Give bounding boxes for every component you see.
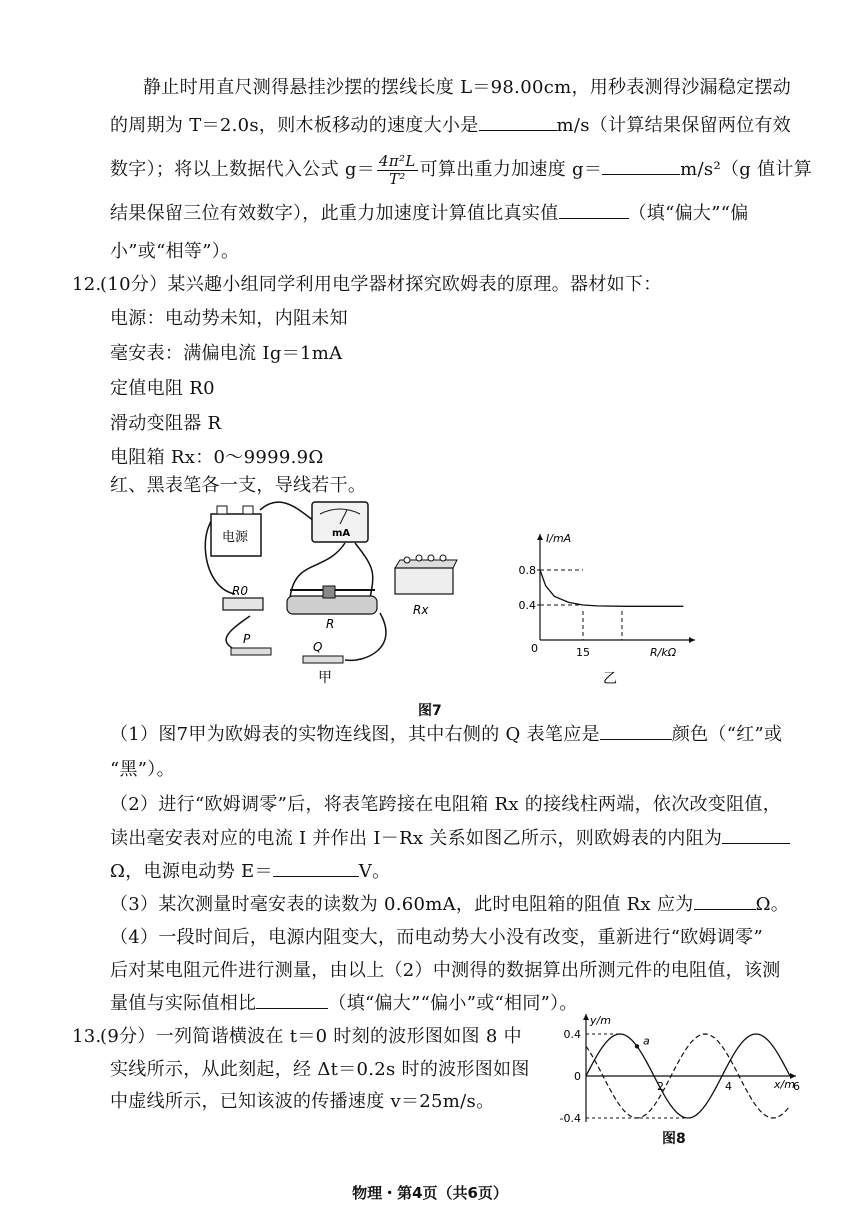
answer-blank-color[interactable] <box>600 723 672 740</box>
q12-part-2a: （2）进行“欧姆调零”后，将表笔跨接在电阻箱 Rx 的接线柱两端，依次改变阻值， <box>110 794 781 815</box>
x-tick-label: 2 <box>657 1080 664 1093</box>
q12-part-1a: （1）图7甲为欧姆表的实物连线图，其中右侧的 Q 表笔应是 <box>110 724 600 745</box>
formula-fraction <box>377 153 418 188</box>
q11-line-1: 静止时用直尺测得悬挂沙摆的摆线长度 L＝98.00cm，用秒表测得沙漏稳定摆动 <box>143 77 792 98</box>
rheostat-slider <box>323 586 335 598</box>
resistance-box <box>395 568 453 594</box>
q12-item-4: 滑动变阻器 R <box>110 413 222 434</box>
x-tick-label: 15 <box>576 646 590 659</box>
y-tick-label: -0.4 <box>559 1112 581 1125</box>
y-axis-arrow <box>583 1014 589 1020</box>
resbox-knob <box>416 555 422 561</box>
q12-part-2c: Ω，电源电动势 E＝ <box>110 861 273 882</box>
q12-part-1c: “黑”）。 <box>110 759 175 780</box>
formula-numerator: 4π²L <box>379 151 416 170</box>
figure-8-caption: 图8 <box>662 1131 686 1147</box>
x-tick-label: 6 <box>793 1080 800 1093</box>
q12-part-4b: 后对某电阻元件进行测量，由以上（2）中测得的数据算出所测元件的电阻值，该测 <box>110 960 781 981</box>
q12-item-2: 毫安表：满偏电流 Ig＝1mA <box>110 343 343 364</box>
q11-line-4b: （填“偏大”“偏 <box>628 203 749 224</box>
q-label: Q <box>313 640 323 654</box>
wave-graph <box>548 1010 803 1128</box>
q12-part-3a: （3）某次测量时毫安表的读数为 0.60mA，此时电阻箱的阻值 Rx 应为 <box>110 894 694 915</box>
q12-part-3 <box>110 893 789 917</box>
q12-part-4d: （填“偏大”“偏小”或“相同”）。 <box>328 993 578 1014</box>
answer-blank-speed[interactable] <box>479 114 557 131</box>
y-axis-label: I/mA <box>546 532 572 545</box>
q12-item-1: 电源：电动势未知，内阻未知 <box>110 308 348 329</box>
power-label: 电源 <box>222 530 249 545</box>
rx-label: Rx <box>413 603 429 617</box>
q12-part-2d: V。 <box>358 861 391 882</box>
circuit-figure <box>195 498 465 688</box>
q12-part-2c-line <box>110 860 390 884</box>
q12-part-1 <box>110 723 782 747</box>
resbox-knob <box>428 555 434 561</box>
q13-line-3: 中虚线所示，已知该波的传播速度 v＝25m/s。 <box>110 1091 495 1112</box>
terminal <box>217 506 227 514</box>
y-tick-label: 0.4 <box>518 599 536 612</box>
q12-part-2b-line <box>110 827 790 851</box>
q12-part-4c-line <box>110 992 578 1016</box>
terminal <box>243 506 253 514</box>
resbox-knob <box>440 555 446 561</box>
q11-line-3b: 可算出重力加速度 g＝ <box>419 159 603 180</box>
q12-part-4a: （4）一段时间后，电源内阻变大，而电动势大小没有改变，重新进行“欧姆调零” <box>110 927 763 948</box>
p-label: P <box>243 632 251 646</box>
q11-line-3 <box>110 152 812 188</box>
q11-line-5: 小”或“相等”）。 <box>110 241 240 262</box>
ma-label: mA <box>332 528 351 539</box>
r0-label: R0 <box>232 584 248 598</box>
q12-part-1b: 颜色（“红”或 <box>671 724 783 745</box>
answer-blank-emf[interactable] <box>273 860 359 877</box>
rheostat <box>287 596 377 614</box>
y-tick-label: 0.4 <box>563 1028 581 1041</box>
point-a-label: a <box>643 1034 650 1048</box>
x-axis-label: R/kΩ <box>650 646 677 659</box>
q11-line-2a: 的周期为 T＝2.0s，则木板移动的速度大小是 <box>110 115 479 136</box>
origin-label: 0 <box>574 1070 581 1083</box>
i-r-graph <box>510 528 700 690</box>
point-a-marker <box>635 1044 639 1048</box>
figure-yi-label: 乙 <box>603 671 617 687</box>
q12-item-3: 定值电阻 R0 <box>110 378 215 399</box>
q12-part-4c: 量值与实际值相比 <box>110 993 257 1014</box>
x-axis-arrow <box>689 637 695 643</box>
q12-part-3b: Ω。 <box>755 894 790 915</box>
answer-blank-rx[interactable] <box>694 893 756 910</box>
q12-item-5: 电阻箱 Rx：0～9999.9Ω <box>110 447 324 468</box>
answer-blank-compare[interactable] <box>559 202 629 219</box>
q11-line-3c: m/s²（g 值计算 <box>680 159 813 180</box>
q11-line-2b: m/s（计算结果保留两位有效 <box>556 115 792 136</box>
q12-title: (10分）某兴趣小组同学利用电学器材探究欧姆表的原理。器材如下： <box>100 274 662 295</box>
q11-line-2 <box>110 114 791 138</box>
figure-7-caption: 图7 <box>418 703 442 719</box>
y-tick-label: 0.8 <box>518 564 536 577</box>
probe-q <box>303 656 343 663</box>
tick-group <box>519 564 591 659</box>
q11-line-4a: 结果保留三位有效数字），此重力加速度计算值比真实值 <box>110 203 559 224</box>
answer-blank-internal-resistance[interactable] <box>722 827 790 844</box>
x-tick-label: 4 <box>725 1080 732 1093</box>
q11-line-3a: 数字）；将以上数据代入公式 g＝ <box>110 159 376 180</box>
y-axis-arrow <box>537 534 543 540</box>
wire <box>345 613 386 660</box>
origin-label: 0 <box>531 642 538 655</box>
q12-number: 12. <box>72 274 102 295</box>
q13-number: 13. <box>72 1026 102 1047</box>
resbox-knob <box>404 557 410 563</box>
y-axis-label: y/m <box>590 1014 611 1027</box>
figure-jia-label: 甲 <box>318 670 332 686</box>
x-axis-label: x/m <box>774 1078 795 1091</box>
answer-blank-bias[interactable] <box>256 992 328 1009</box>
q13-line-2: 实线所示，从此刻起，经 Δt＝0.2s 时的波形图如图 <box>110 1059 530 1080</box>
q13-line-1: (9分）一列简谐横波在 t＝0 时刻的波形图如图 8 中 <box>100 1026 522 1047</box>
q12-item-6: 红、黑表笔各一支，导线若干。 <box>110 475 367 496</box>
i-r-curve <box>540 570 683 606</box>
page-footer: 物理・第4页（共6页） <box>352 1184 508 1202</box>
q12-part-2b: 读出毫安表对应的电流 I 并作出 I－Rx 关系如图乙所示，则欧姆表的内阻为 <box>110 828 723 849</box>
formula-denominator: T² <box>389 169 406 188</box>
answer-blank-g[interactable] <box>602 158 680 175</box>
r-label: R <box>326 617 335 631</box>
q11-line-4 <box>110 202 749 226</box>
r0-resistor <box>223 598 263 610</box>
probe-p <box>231 648 271 655</box>
